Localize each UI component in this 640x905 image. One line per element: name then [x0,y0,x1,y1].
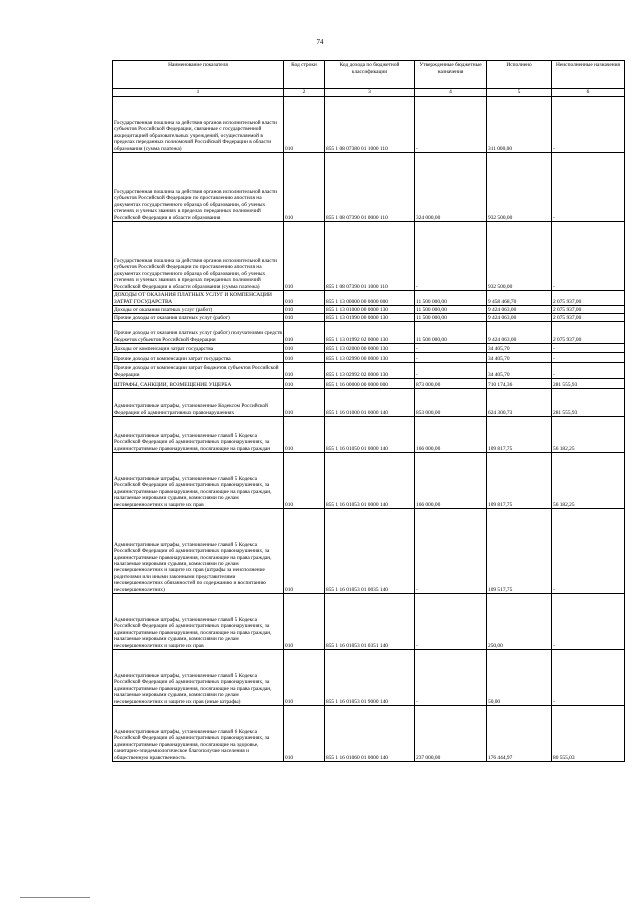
row-line-code: 010 [284,389,325,417]
table-row [113,453,625,509]
row-executed: 932 500,00 [487,222,552,291]
row-income-code: 855 1 16 01050 01 0000 140 [325,417,415,453]
row-unexecuted: 56 182,25 [552,417,625,453]
row-unexecuted: - [552,363,625,379]
table-row [113,222,625,291]
row-executed: 9 458 468,70 [487,291,552,306]
row-unexecuted: 56 182,25 [552,453,625,509]
row-executed: 932 500,00 [487,153,552,222]
row-approved: 11 500 000,00 [415,291,487,306]
row-unexecuted: 2 075 937,00 [552,291,625,306]
column-number: 2 [284,89,325,97]
row-income-code: 855 1 13 00000 00 0000 000 [325,291,415,306]
row-approved: 873 000,00 [415,379,487,389]
row-line-code: 010 [284,222,325,291]
table-body [113,97,625,762]
table-row [113,706,625,762]
row-unexecuted: 80 555,03 [552,706,625,762]
row-name: Государственная пошлина за действия органов исполнительной власти субъектов Российской Федерации, связанные с государственной аккредитацией образовательных учреждений, осуществляемой в пределах переданных полномочий Российской Федерации в области образования (сумма платежа) [113,97,284,153]
row-name: Прочие доходы от оказания платных услуг (работ) получателями средств бюджетов субъектов Российской Федерации [113,322,284,344]
table-row [113,509,625,594]
row-executed: 50,00 [487,650,552,706]
row-executed: 34 405,70 [487,353,552,363]
row-income-code: 855 1 16 01060 01 0000 140 [325,706,415,762]
row-approved: 237 000,00 [415,706,487,762]
row-line-code: 010 [284,353,325,363]
row-approved: - [415,97,487,153]
row-approved: - [415,594,487,650]
row-approved: 11 500 000,00 [415,306,487,314]
header-approved: Утвержденные бюджетные назначения [415,61,487,89]
row-income-code: 855 1 16 01053 01 0000 140 [325,453,415,509]
header-name: Наименование показателя [113,61,284,89]
row-name: Доходы от компенсации затрат государства [113,344,284,353]
table-row [113,379,625,389]
row-name: Прочие доходы от компенсации затрат бюджетов субъектов Российской Федерации [113,363,284,379]
table-row [113,97,625,153]
page-footer-line [20,897,90,898]
table-row [113,594,625,650]
row-name: Государственная пошлина за действия органов исполнительной власти субъектов Российской Федерации по проставлению апостиля на документах государственного образца об образовании, об ученых степенях и ученых званиях в пределах переданных полномочий Российской Федерации в области образования [113,153,284,222]
row-executed: 9 424 063,00 [487,314,552,322]
row-executed: 624 300,73 [487,389,552,417]
row-name: ШТРАФЫ, САНКЦИИ, ВОЗМЕЩЕНИЕ УЩЕРБА [113,379,284,389]
row-executed: 311 000,00 [487,97,552,153]
row-income-code: 855 1 13 02992 02 0000 130 [325,363,415,379]
row-executed: 9 424 063,00 [487,322,552,344]
row-approved: - [415,344,487,353]
row-income-code: 855 1 13 01000 00 0000 130 [325,306,415,314]
row-income-code: 855 1 13 01990 00 0000 130 [325,314,415,322]
row-line-code: 010 [284,650,325,706]
row-name: Административные штрафы, установленные главой 6 Кодекса Российской Федерации об административных правонарушениях, за административные правонарушения, посягающие на здоровье, санитарно-эпидемиологическое благополучие населения и общественную нравственность [113,706,284,762]
column-number-row [113,89,625,97]
row-income-code: 855 1 16 01053 01 0351 140 [325,594,415,650]
row-name: Доходы от оказания платных услуг (работ) [113,306,284,314]
row-name: Административные штрафы, установленные главой 5 Кодекса Российской Федерации об административных правонарушениях, за административные правонарушения, посягающие на права граждан, налагаемые мировыми судьями, комиссиями по делам несовершеннолетних и защите их прав (иные штрафы) [113,650,284,706]
row-line-code: 010 [284,314,325,322]
row-approved: 166 000,00 [415,417,487,453]
column-number: 4 [415,89,487,97]
page-number: 74 [316,38,324,46]
row-line-code: 010 [284,306,325,314]
row-name: Административные штрафы, установленные главой 5 Кодекса Российской Федерации об административных правонарушениях, за административные правонарушения, посягающие на права граждан, налагаемые мировыми судьями, комиссиями по делам несовершеннолетних и защите их прав [113,453,284,509]
table-row [113,344,625,353]
row-approved: - [415,353,487,363]
row-approved: 11 500 000,00 [415,314,487,322]
row-line-code: 010 [284,509,325,594]
row-approved: - [415,363,487,379]
row-approved: 11 500 000,00 [415,322,487,344]
row-unexecuted: - [552,222,625,291]
row-name: Административные штрафы, установленные главой 5 Кодекса Российской Федерации об административных правонарушениях, за административные правонарушения, посягающие на права граждан, налагаемые мировыми судьями, комиссиями по делам несовершеннолетних и защите их прав (штрафы за неисполнение родителями или иными законными представителями несовершеннолетних обязанностей по содержанию и воспитанию несовершеннолетних) [113,509,284,594]
row-approved: 324 000,00 [415,153,487,222]
column-number: 5 [487,89,552,97]
row-line-code: 010 [284,417,325,453]
row-executed: 250,00 [487,594,552,650]
row-line-code: 010 [284,97,325,153]
row-executed: 176 444,97 [487,706,552,762]
row-unexecuted: - [552,153,625,222]
row-executed: 109 517,75 [487,509,552,594]
row-executed: 34 405,70 [487,344,552,353]
row-approved: - [415,222,487,291]
row-income-code: 855 1 08 07380 01 1000 110 [325,97,415,153]
row-line-code: 010 [284,291,325,306]
table-row [113,153,625,222]
row-line-code: 010 [284,363,325,379]
row-line-code: 010 [284,322,325,344]
row-unexecuted: 2 075 937,00 [552,314,625,322]
row-name: Административные штрафы, установленные главой 5 Кодекса Российской Федерации об административных правонарушениях, за административные правонарушения, посягающие на права граждан [113,417,284,453]
row-income-code: 855 1 08 07390 01 1000 110 [325,222,415,291]
header-row [113,61,625,89]
table-row [113,650,625,706]
table-row [113,291,625,306]
row-income-code: 855 1 16 01053 01 9000 140 [325,650,415,706]
table-row [113,306,625,314]
row-name: Прочие доходы от оказания платных услуг (работ) [113,314,284,322]
row-income-code: 855 1 08 07390 01 0000 110 [325,153,415,222]
header-unexecuted: Неисполненные назначения [552,61,625,89]
row-line-code: 010 [284,453,325,509]
column-number: 3 [325,89,415,97]
header-income-code: Код дохода по бюджетной классификации [325,61,415,89]
row-income-code: 855 1 13 02000 00 0000 130 [325,344,415,353]
row-line-code: 010 [284,153,325,222]
row-income-code: 855 1 16 01000 01 0000 140 [325,389,415,417]
row-approved: 853 000,00 [415,389,487,417]
row-income-code: 855 1 16 01053 01 0035 140 [325,509,415,594]
column-number: 6 [552,89,625,97]
row-executed: 34 405,70 [487,363,552,379]
row-approved: - [415,509,487,594]
row-income-code: 855 1 13 01992 02 0000 130 [325,322,415,344]
row-unexecuted: 2 075 937,00 [552,306,625,314]
row-unexecuted: - [552,594,625,650]
row-unexecuted: 281 555,93 [552,379,625,389]
table-row [113,353,625,363]
row-unexecuted: - [552,344,625,353]
table-row [113,314,625,322]
row-name: Административные штрафы, установленные Кодексом Российской Федерации об административных правонарушениях [113,389,284,417]
column-number: 1 [113,89,284,97]
header-executed: Исполнено [487,61,552,89]
budget-execution-table [112,60,625,762]
row-line-code: 010 [284,344,325,353]
row-executed: 109 817,75 [487,417,552,453]
row-line-code: 010 [284,594,325,650]
row-line-code: 010 [284,379,325,389]
row-executed: 9 424 063,00 [487,306,552,314]
row-executed: 109 817,75 [487,453,552,509]
row-line-code: 010 [284,706,325,762]
row-income-code: 855 1 13 02990 00 0000 130 [325,353,415,363]
table-row [113,322,625,344]
header-line-code: Код строки [284,61,325,89]
table-row [113,389,625,417]
table-row [113,417,625,453]
row-approved: 166 000,00 [415,453,487,509]
row-unexecuted: - [552,509,625,594]
row-unexecuted: - [552,650,625,706]
row-unexecuted: - [552,97,625,153]
row-income-code: 855 1 16 00000 00 0000 000 [325,379,415,389]
row-unexecuted: 281 555,93 [552,389,625,417]
row-approved: - [415,650,487,706]
row-unexecuted: - [552,353,625,363]
row-name: Прочие доходы от компенсации затрат государства [113,353,284,363]
row-name: ДОХОДЫ ОТ ОКАЗАНИЯ ПЛАТНЫХ УСЛУГ И КОМПЕНСАЦИИ ЗАТРАТ ГОСУДАРСТВА [113,291,284,306]
row-name: Государственная пошлина за действия органов исполнительной власти субъектов Российской Федерации по проставлению апостиля на документах государственного образца об образовании, об ученых степенях и ученых званиях в пределах переданных полномочий Российской Федерации в области образования (сумма платежа) [113,222,284,291]
table-row [113,363,625,379]
row-name: Административные штрафы, установленные главой 5 Кодекса Российской Федерации об административных правонарушениях, за административные правонарушения, посягающие на права граждан, налагаемые мировыми судьями, комиссиями по делам несовершеннолетних и защите их прав [113,594,284,650]
row-executed: 710 174,36 [487,379,552,389]
row-unexecuted: 2 075 937,00 [552,322,625,344]
